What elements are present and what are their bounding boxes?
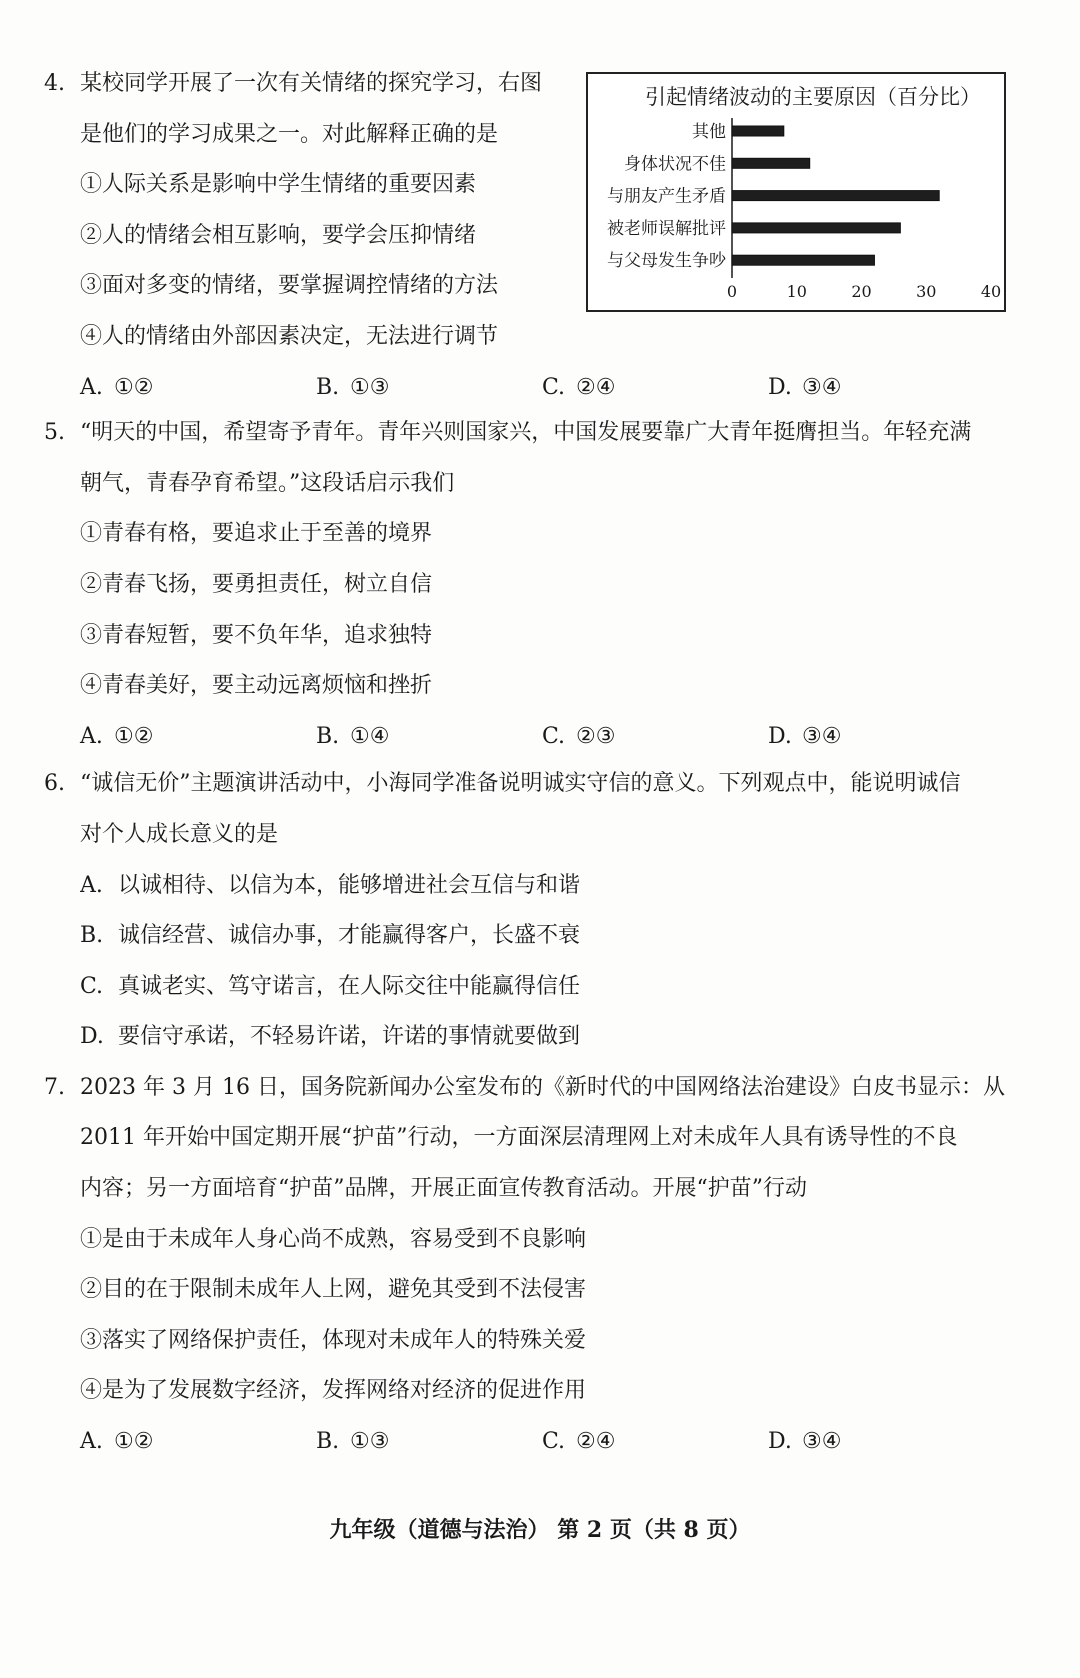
question-number: 6. bbox=[44, 771, 65, 797]
question-stem-line: 朝气，青春孕育希望。”这段话启示我们 bbox=[80, 470, 455, 496]
option-c bbox=[542, 363, 768, 414]
option-c bbox=[542, 712, 768, 763]
statement-1: ①是由于未成年人身心尚不成熟，容易受到不良影响 bbox=[80, 1226, 587, 1252]
statement-2: ②人的情绪会相互影响，要学会压抑情绪 bbox=[80, 222, 477, 248]
question-stem-line: 对个人成长意义的是 bbox=[80, 821, 279, 847]
option-d bbox=[768, 712, 994, 763]
x-tick-label: 30 bbox=[916, 282, 937, 301]
bar-chart-svg bbox=[588, 74, 1004, 310]
answer-options bbox=[80, 363, 1024, 414]
statement-4: ④青春美好，要主动远离烦恼和挫折 bbox=[80, 673, 433, 699]
category-label: 与朋友产生矛盾 bbox=[607, 186, 726, 207]
answer-options bbox=[80, 712, 1024, 763]
option-d bbox=[768, 1417, 994, 1468]
option-b bbox=[80, 911, 1024, 962]
x-tick-label: 10 bbox=[786, 282, 807, 301]
option-c bbox=[542, 1417, 768, 1468]
category-label: 其他 bbox=[692, 122, 726, 142]
option-text: ①③ bbox=[350, 1429, 390, 1455]
emotion-causes-bar-chart bbox=[586, 72, 1006, 312]
option-text: 要信守承诺，不轻易许诺，许诺的事情就要做到 bbox=[118, 1024, 581, 1050]
x-tick-label: 20 bbox=[851, 282, 872, 301]
option-a bbox=[80, 861, 1024, 912]
statement-3: ③落实了网络保护责任，体现对未成年人的特殊关爱 bbox=[80, 1327, 587, 1353]
option-text: ③④ bbox=[802, 374, 842, 400]
statement-1: ①青春有格，要追求止于至善的境界 bbox=[80, 521, 433, 547]
bar bbox=[732, 223, 900, 233]
option-text: ②④ bbox=[576, 1429, 616, 1455]
option-letter: C. bbox=[542, 1429, 566, 1455]
option-letter: C. bbox=[80, 973, 104, 999]
option-letter: B. bbox=[80, 923, 104, 949]
page-footer: 九年级（道德与法治） 第 2 页（共 8 页） bbox=[329, 1517, 751, 1543]
bar bbox=[732, 126, 784, 136]
question-5 bbox=[0, 408, 1080, 762]
question-number: 7. bbox=[44, 1074, 65, 1100]
option-letter: D. bbox=[768, 374, 792, 400]
option-b bbox=[316, 712, 542, 763]
statement-4: ④是为了发展数字经济，发挥网络对经济的促进作用 bbox=[80, 1378, 587, 1404]
option-letter: A. bbox=[80, 723, 103, 749]
statement-4: ④人的情绪由外部因素决定，无法进行调节 bbox=[80, 323, 499, 349]
option-letter: B. bbox=[316, 374, 340, 400]
option-a bbox=[80, 712, 316, 763]
statement-2: ②目的在于限制未成年人上网，避免其受到不法侵害 bbox=[80, 1277, 587, 1303]
category-label: 与父母发生争吵 bbox=[607, 251, 726, 272]
question-number: 4. bbox=[44, 71, 65, 96]
option-letter: D. bbox=[768, 1429, 792, 1455]
option-letter: A. bbox=[80, 374, 103, 400]
option-text: ②③ bbox=[576, 723, 616, 749]
x-tick-label: 0 bbox=[726, 282, 738, 301]
option-letter: A. bbox=[80, 1429, 103, 1455]
option-text: ①② bbox=[114, 723, 154, 749]
statement-1: ①人际关系是影响中学生情绪的重要因素 bbox=[80, 172, 477, 198]
option-c bbox=[80, 962, 1024, 1013]
question-stem-line: 内容；另一方面培育“护苗”品牌，开展正面宣传教育活动。开展“护苗”行动 bbox=[80, 1176, 807, 1202]
option-a bbox=[80, 363, 316, 414]
question-stem-line: “诚信无价”主题演讲活动中，小海同学准备说明诚实守信的意义。下列观点中，能说明诚信 bbox=[80, 771, 961, 797]
option-letter: B. bbox=[316, 723, 340, 749]
option-letter: D. bbox=[80, 1024, 104, 1050]
option-text: ①④ bbox=[350, 723, 390, 749]
option-d bbox=[80, 1012, 1024, 1063]
question-stem-line: 是他们的学习成果之一。对此解释正确的是 bbox=[80, 121, 499, 147]
question-stem-line: 2011 年开始中国定期开展“护苗”行动，一方面深层清理网上对未成年人具有诱导性的不良 bbox=[80, 1125, 958, 1151]
question-stem-line: 某校同学开展了一次有关情绪的探究学习，右图 bbox=[80, 71, 543, 96]
answer-options bbox=[80, 1417, 1024, 1468]
category-label: 身体状况不佳 bbox=[624, 154, 726, 175]
option-b bbox=[316, 1417, 542, 1468]
option-text: 真诚老实、笃守诺言，在人际交往中能赢得信任 bbox=[118, 973, 581, 999]
statement-2: ②青春飞扬，要勇担责任，树立自信 bbox=[80, 571, 433, 597]
option-letter: C. bbox=[542, 723, 566, 749]
question-number: 5. bbox=[44, 420, 65, 446]
option-letter: D. bbox=[768, 723, 792, 749]
category-label: 被老师误解批评 bbox=[607, 218, 726, 239]
option-text: ①② bbox=[114, 374, 154, 400]
option-text: 诚信经营、诚信办事，才能赢得客户，长盛不衰 bbox=[118, 923, 581, 949]
option-text: 以诚相待、以信为本，能够增进社会互信与和谐 bbox=[118, 872, 581, 898]
option-letter: C. bbox=[542, 374, 566, 400]
option-letter: A. bbox=[80, 872, 103, 898]
option-text: ①③ bbox=[350, 374, 390, 400]
bar bbox=[732, 158, 810, 168]
option-text: ③④ bbox=[802, 1429, 842, 1455]
chart-title: 引起情绪波动的主要原因（百分比） bbox=[645, 85, 981, 109]
question-stem-line: 2023 年 3 月 16 日，国务院新闻办公室发布的《新时代的中国网络法治建设》白皮书显示：从 bbox=[80, 1074, 1005, 1100]
question-7 bbox=[0, 1063, 1080, 1468]
option-b bbox=[316, 363, 542, 414]
statement-3: ③青春短暂，要不负年华，追求独特 bbox=[80, 622, 433, 648]
option-text: ③④ bbox=[802, 723, 842, 749]
option-a bbox=[80, 1417, 316, 1468]
bar bbox=[732, 191, 939, 201]
option-text: ①② bbox=[114, 1429, 154, 1455]
option-letter: B. bbox=[316, 1429, 340, 1455]
bar bbox=[732, 255, 874, 265]
option-d bbox=[768, 363, 994, 414]
statement-3: ③面对多变的情绪，要掌握调控情绪的方法 bbox=[80, 273, 499, 299]
option-text: ②④ bbox=[576, 374, 616, 400]
question-stem-line: “明天的中国，希望寄予青年。青年兴则国家兴，中国发展要靠广大青年挺膺担当。年轻充满 bbox=[80, 420, 972, 446]
question-6 bbox=[0, 759, 1080, 1063]
x-tick-label: 40 bbox=[980, 282, 1002, 301]
